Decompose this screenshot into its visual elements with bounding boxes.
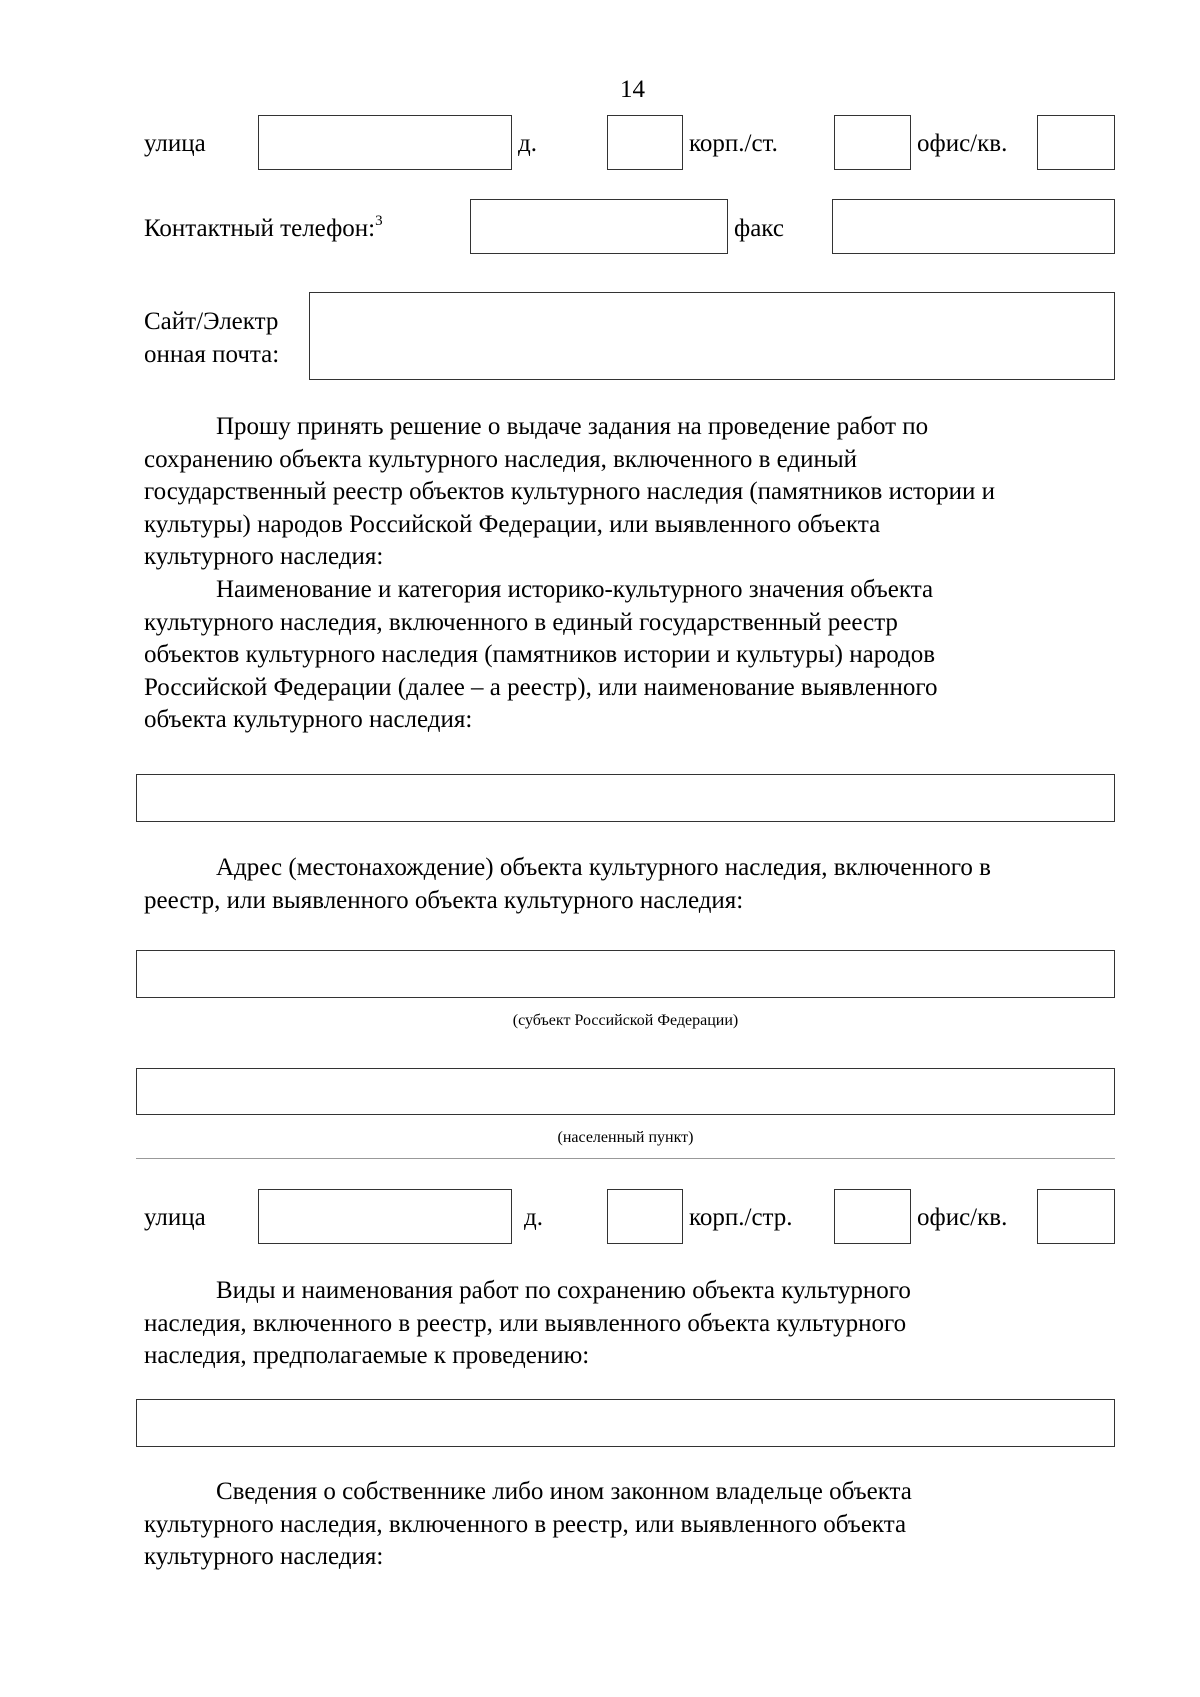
building-label: корп./стр. — [689, 1204, 793, 1231]
object-address-paragraph — [144, 852, 1134, 917]
subject-caption: (субъект Российской Федерации) — [512, 1012, 739, 1029]
paragraph-line: наследия, предполагаемые к проведению: — [144, 1342, 590, 1370]
subject-field[interactable] — [136, 950, 1115, 998]
house-label: д. — [524, 1204, 543, 1231]
paragraph-line: Наименование и категория историко-культурного значения объекта — [216, 576, 934, 603]
office-field[interactable] — [1037, 1189, 1115, 1244]
phone-label: Контактный телефон:$^3$ — [144, 212, 383, 242]
paragraph-line: Сведения о собственнике либо ином законном владельце объекта — [216, 1478, 912, 1505]
building-label: корп./ст. — [689, 130, 778, 157]
paragraph-line: сохранению объекта культурного наследия, включенного в единый — [144, 445, 858, 473]
divider-line — [136, 1158, 1115, 1159]
office-label: офис/кв. — [917, 130, 1008, 157]
paragraph-line: реестр, или выявленного объекта культурного наследия: — [144, 886, 744, 914]
paragraph-line: Виды и наименования работ по сохранению объекта культурного — [216, 1277, 911, 1304]
house-field[interactable] — [607, 115, 683, 170]
page-number: 14 — [620, 76, 645, 103]
website-email-field[interactable] — [309, 292, 1115, 380]
paragraph-line: наследия, включенного в реестр, или выявленного объекта культурного — [144, 1309, 907, 1337]
paragraph-line: Адрес (местонахождение) объекта культурного наследия, включенного в — [216, 854, 991, 881]
office-label: офис/кв. — [917, 1204, 1008, 1231]
works-field[interactable] — [136, 1399, 1115, 1447]
paragraph-line: культурного наследия: — [144, 1543, 384, 1571]
paragraph-line: объектов культурного наследия (памятников истории и культуры) народов — [144, 641, 936, 669]
works-paragraph — [144, 1275, 1134, 1373]
phone-field[interactable] — [470, 199, 728, 254]
locality-field[interactable] — [136, 1068, 1115, 1115]
street-label: улица — [144, 130, 206, 157]
street-field[interactable] — [258, 1189, 512, 1244]
paragraph-line: государственный реестр объектов культурного наследия (памятников истории и — [144, 478, 996, 506]
paragraph-line: объекта культурного наследия: — [144, 706, 473, 734]
fax-label: факс — [734, 215, 784, 242]
paragraph-line: культуры) народов Российской Федерации, или выявленного объекта — [144, 510, 881, 538]
street-label: улица — [144, 1204, 206, 1231]
object-name-field[interactable] — [136, 774, 1115, 822]
house-label: д. — [518, 130, 537, 157]
paragraph-line: Прошу принять решение о выдаче задания на проведение работ по — [216, 413, 929, 440]
paragraph-line: Российской Федерации (далее – а реестр), или наименование выявленного — [144, 673, 938, 701]
request-paragraph — [144, 411, 1134, 574]
street-field[interactable] — [258, 115, 512, 170]
owner-paragraph — [144, 1476, 1134, 1574]
building-field[interactable] — [834, 1189, 911, 1244]
phone-footnote-mark: 3 — [375, 212, 383, 229]
office-field[interactable] — [1037, 115, 1115, 170]
house-field[interactable] — [607, 1189, 683, 1244]
object-name-paragraph — [144, 574, 1134, 737]
building-field[interactable] — [834, 115, 911, 170]
paragraph-line: культурного наследия, включенного в единый государственный реестр — [144, 608, 898, 636]
website-label-line2: онная почта: — [144, 341, 280, 368]
paragraph-line: культурного наследия, включенного в реестр, или выявленного объекта — [144, 1510, 907, 1538]
paragraph-line: культурного наследия: — [144, 543, 384, 571]
locality-caption: (населенный пункт) — [557, 1129, 694, 1146]
fax-field[interactable] — [832, 199, 1115, 254]
website-label-line1: Сайт/Электр — [144, 308, 279, 335]
